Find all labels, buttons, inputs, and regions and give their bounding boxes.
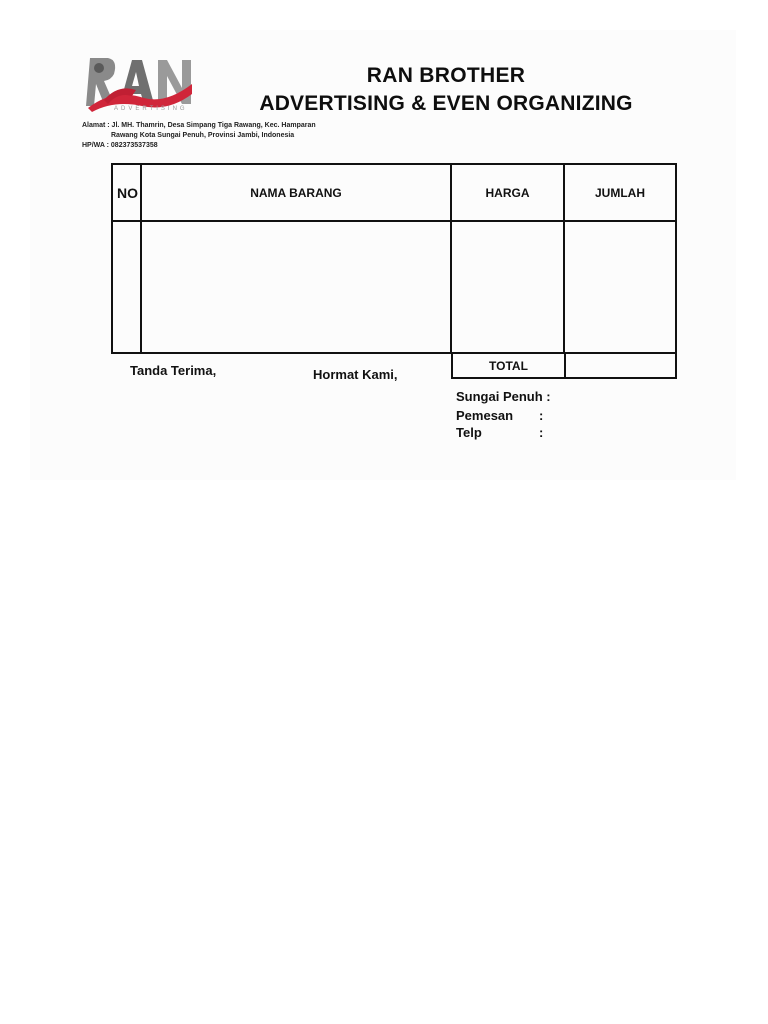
hormat-kami-label: Hormat Kami, [313, 367, 398, 382]
column-header-nama-barang: NAMA BARANG [250, 185, 342, 200]
column-header-harga: HARGA [485, 185, 530, 200]
company-name [246, 62, 646, 118]
company-name-line2: ADVERTISING & EVEN ORGANIZING [259, 92, 633, 115]
pemesan-row [456, 408, 544, 423]
total-value [566, 354, 675, 377]
pemesan-colon: : [539, 408, 544, 423]
telp-label: Telp [456, 425, 482, 440]
column-header-jumlah: JUMLAH [595, 185, 645, 200]
phone-line: HP/WA : 082373537358 [82, 142, 158, 149]
pemesan-label: Pemesan [456, 408, 514, 423]
items-table [111, 163, 677, 354]
sungai-penuh-label: Sungai Penuh : [456, 389, 551, 404]
company-logo [84, 54, 196, 118]
column-header-no: NO [117, 184, 138, 201]
tanda-terima-label: Tanda Terima, [130, 363, 217, 378]
company-name-line1: RAN BROTHER [366, 64, 526, 87]
address-line2: Rawang Kota Sungai Penuh, Provinsi Jambi, Indonesia [111, 132, 295, 139]
total-label: TOTAL [489, 358, 528, 373]
address-line1: Alamat : Jl. MH. Thamrin, Desa Simpang Tiga Rawang, Kec. Hamparan [82, 122, 316, 129]
logo-subtitle: ADVERTISING [114, 106, 188, 112]
total-box [451, 352, 677, 379]
table-body [113, 222, 675, 352]
telp-row [456, 425, 544, 440]
company-address [82, 121, 316, 151]
telp-colon: : [539, 425, 544, 440]
